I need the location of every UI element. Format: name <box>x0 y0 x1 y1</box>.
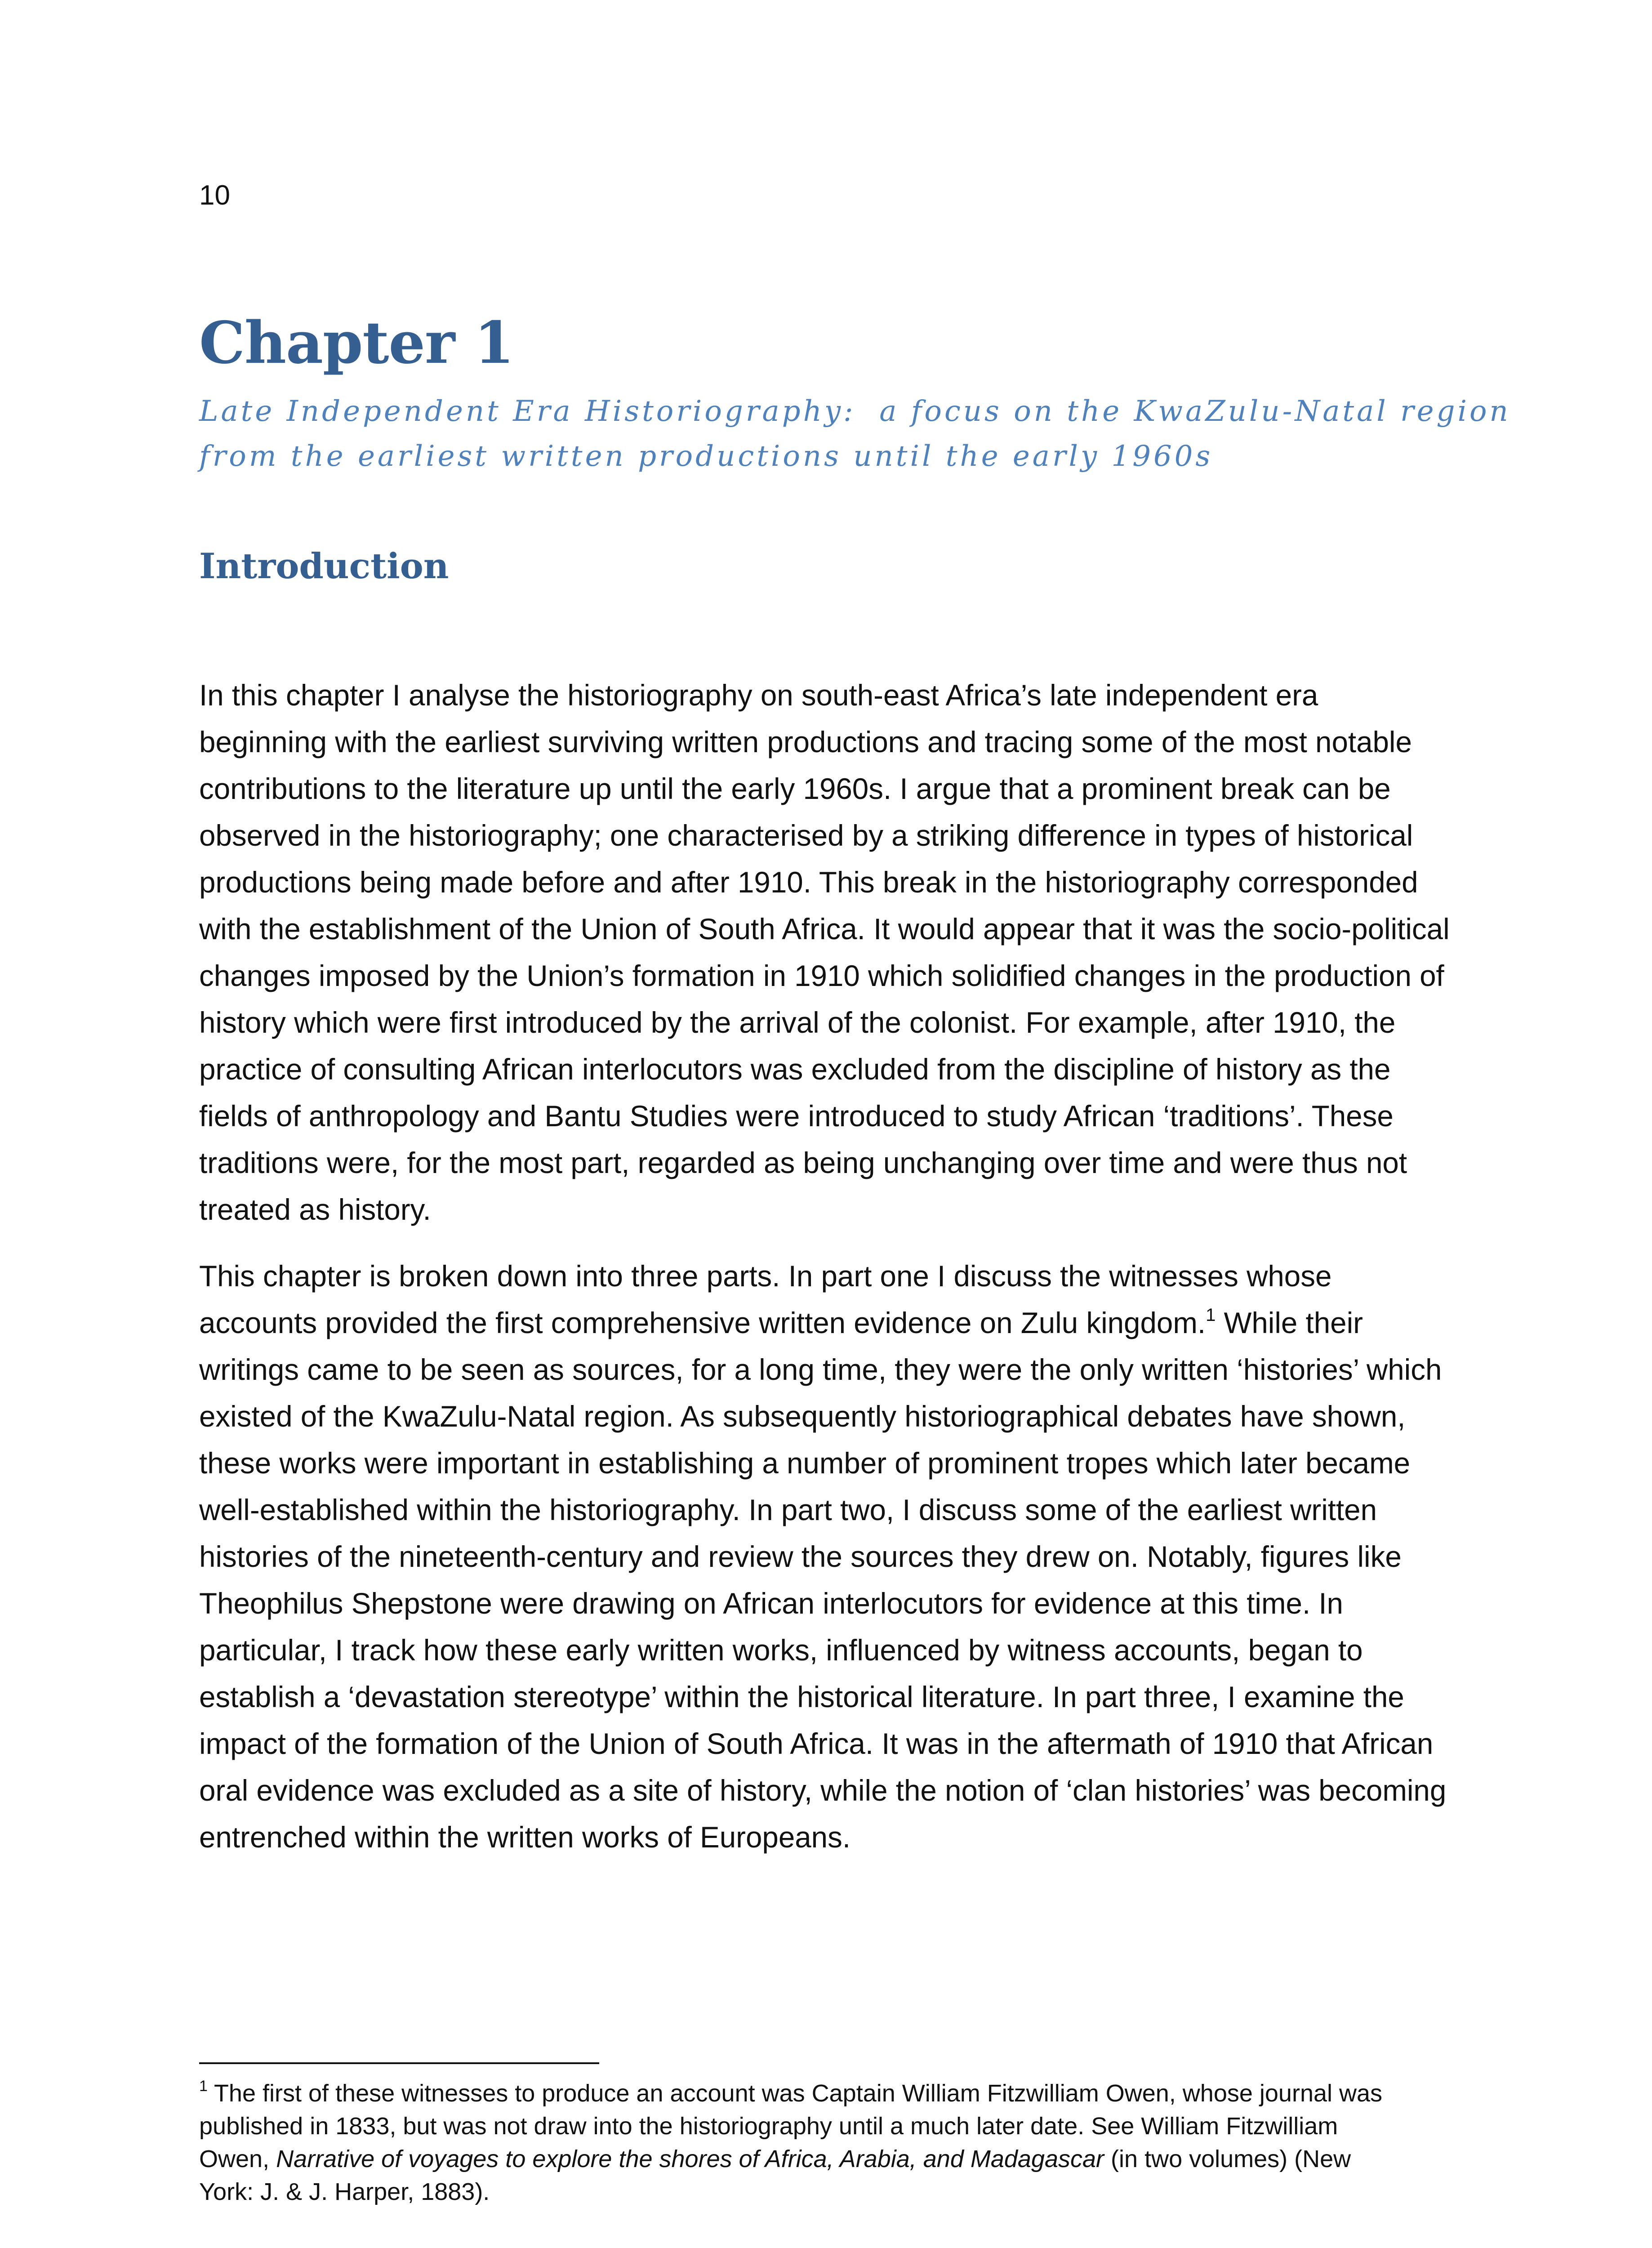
footnote-marker: 1 <box>199 2078 208 2095</box>
chapter-subtitle-line-2: from the earliest written productions until the early 1960s <box>199 440 1213 473</box>
footnote-reference[interactable]: 1 <box>1206 1305 1216 1325</box>
footnote <box>199 2077 1453 2208</box>
chapter-subtitle-line-1: Late Independent Era Historiography: a focus on the KwaZulu-Natal region <box>199 395 1511 428</box>
footnote-line-3 <box>199 2143 1453 2176</box>
paragraph-1: In this chapter I analyse the historiography on south-east Africa’s late independent era beginning with the earliest surviving written productions and tracing some of the most notable contributions to the literature up until the early 1960s. I argue that a prominent break can be observed in the historiography; one characterised by a striking difference in types of historical productions being made before and after 1910. This break in the historiography corresponded with the establishment of the Union of South Africa. It would appear that it was the socio-political changes imposed by the Union’s formation in 1910 which solidified changes in the production of history which were first introduced by the arrival of the colonist. For example, after 1910, the practice of consulting African interlocutors was excluded from the discipline of history as the fields of anthropology and Bantu Studies were introduced to study African ‘traditions’. These traditions were, for the most part, regarded as being unchanging over time and were thus not treated as history. <box>199 679 1450 1226</box>
paragraph-2-text-end: While their writings came to be seen as sources, for a long time, they were the only written ‘histories’ which existed of the KwaZulu-Natal region. As subsequently historiographical debates have shown, these works were important in establishing a number of prominent tropes which later became well-established within the historiography. In part two, I discuss some of the earliest written histories of the nineteenth-century and review the sources they drew on. Notably, figures like Theophilus Shepstone were drawing on African interlocutors for evidence at this time. In particular, I track how these early written works, influenced by witness accounts, began to establish a ‘devastation stereotype’ within the historical literature. In part three, I examine the impact of the formation of the Union of South Africa. It was in the aftermath of 1910 that African oral evidence was excluded as a site of history, while the notion of ‘clan histories’ was becoming entrenched within the written works of Europeans. <box>199 1307 1447 1854</box>
chapter-subtitle <box>199 389 1570 479</box>
footnote-line-1-text: The first of these witnesses to produce an account was Captain William Fitzwilliam Owen, whose journal was <box>207 2080 1383 2107</box>
page-number: 10 <box>199 180 230 211</box>
body-text <box>199 672 1453 1861</box>
footnote-line-3-start: Owen, <box>199 2145 276 2172</box>
footnote-line-2: published in 1833, but was not draw into the historiography until a much later date. See William Fitzwilliam <box>199 2113 1338 2140</box>
footnote-line-3-end: (in two volumes) (New <box>1104 2145 1351 2172</box>
chapter-title: Chapter 1 <box>199 309 514 377</box>
footnote-book-title: Narrative of voyages to explore the shores of Africa, Arabia, and Madagascar <box>276 2145 1104 2172</box>
footnote-separator <box>199 2062 599 2064</box>
footnote-line-1 <box>199 2077 1453 2110</box>
paragraph-2 <box>199 1253 1453 1861</box>
footnote-line-4: York: J. & J. Harper, 1883). <box>199 2178 490 2205</box>
section-heading: Introduction <box>199 546 449 587</box>
paragraph-2-text-start: This chapter is broken down into three parts. In part one I discuss the witnesses whose accounts provided the first comprehensive written evidence on Zulu kingdom. <box>199 1260 1332 1339</box>
